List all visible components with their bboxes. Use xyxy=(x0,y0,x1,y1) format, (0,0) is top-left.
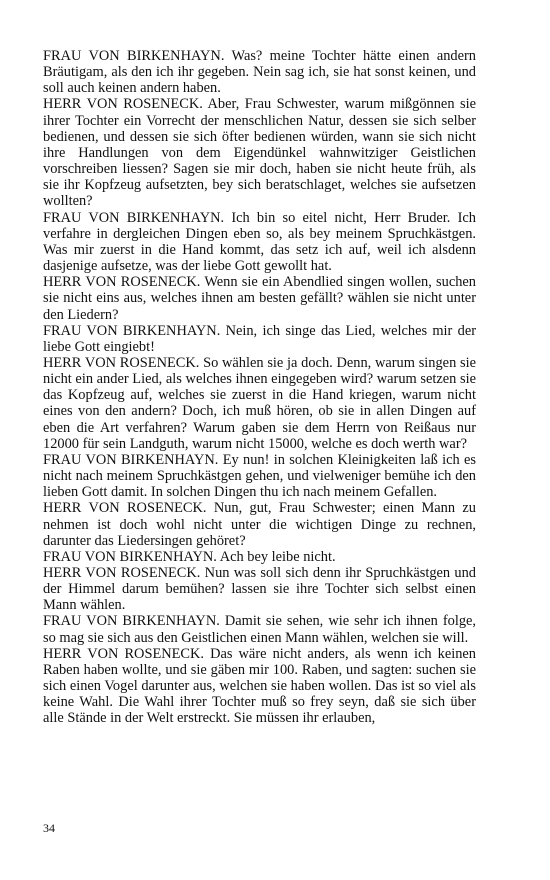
paragraph: HERR VON ROSENECK. Das wäre nicht anders, als wenn ich keinen Raben haben wollte, und sie gäben mir 100. Raben, und sagten: suchen sie sich einen Vogel darunter aus, welchen sie haben wollen. Das ist so viel als keine Wahl. Die Wahl ihrer Tochter muß so frey seyn, daß sie sich über alle Stände in der Welt erstreckt. Sie müssen ihr erlauben, xyxy=(43,645,476,727)
paragraph: HERR VON ROSENECK. Nun was soll sich denn ihr Spruchkästgen und der Himmel darum bemühen? lassen sie ihre Tochter sich selbst einen Mann wählen. xyxy=(43,565,476,614)
body-text xyxy=(43,48,476,727)
paragraph: HERR VON ROSENECK. Nun, gut, Frau Schwester; einen Mann zu nehmen ist doch wohl nicht unter die wichtigen Dinge zu rechnen, darunter das Liedersingen gehöret? xyxy=(43,500,476,549)
page-number: 34 xyxy=(43,821,55,835)
paragraph: FRAU VON BIRKENHAYN. Nein, ich singe das Lied, welches mir der liebe Gott eingiebt! xyxy=(43,322,476,355)
paragraph: FRAU VON BIRKENHAYN. Was? meine Tochter hätte einen andern Bräutigam, als den ich ihr gegeben. Nein sag ich, sie hat sonst keinen, und soll auch keinen andern haben. xyxy=(43,48,476,97)
paragraph: FRAU VON BIRKENHAYN. Ich bin so eitel nicht, Herr Bruder. Ich verfahre in dergleichen Dingen eben so, als bey meinem Spruchkästgen. Was mir zuerst in die Hand kommt, das setz ich auf, weil ich alsdenn dasjenige aufsetze, was der liebe Gott gewollt hat. xyxy=(43,209,476,275)
paragraph: FRAU VON BIRKENHAYN. Ach bey leibe nicht. xyxy=(43,548,336,565)
paragraph: FRAU VON BIRKENHAYN. Ey nun! in solchen Kleinigkeiten laß ich es nicht nach meinem Spruchkästgen gehen, und vielweniger bemühe ich den lieben Gott damit. In solchen Dingen thu ich nach meinem Gefallen. xyxy=(43,451,476,501)
paragraph: HERR VON ROSENECK. Wenn sie ein Abendlied singen wollen, suchen sie nicht eins aus, welches ihnen am besten gefällt? wählen sie nicht unter den Liedern? xyxy=(43,274,476,323)
paragraph: HERR VON ROSENECK. Aber, Frau Schwester, warum mißgönnen sie ihrer Tochter ein Vorrecht der menschlichen Natur, dessen sie sich selber bedienen, und dessen sie sich öfter bedienen würden, wann sie sich nicht ihre Handlungen von dem Eigendünkel wahnwitziger Geistlichen vorschreiben liessen? Sagen sie mir doch, haben sie nicht heute früh, als sie ihr Kopfzeug aufsetzten, bey sich beratschlaget, welches sie aufsetzen wollten? xyxy=(43,96,476,210)
paragraph: HERR VON ROSENECK. So wählen sie ja doch. Denn, warum singen sie nicht ein ander Lied, als welches ihnen eingegeben wird? warum setzen sie das Kopfzeug auf, welches sie zuerst in die Hand kriegen, warum nicht eines von den andern? Doch, ich muß hören, ob sie in allen Dingen auf eben die Art verfahren? Warum gaben sie dem Herrn von Reißaus nur 12000 für sein Landguth, warum nicht 15000, welche es doch werth war? xyxy=(43,354,476,452)
paragraph: FRAU VON BIRKENHAYN. Damit sie sehen, wie sehr ich ihnen folge, so mag sie sich aus den Geistlichen einen Mann wählen, welchen sie will. xyxy=(43,613,476,646)
